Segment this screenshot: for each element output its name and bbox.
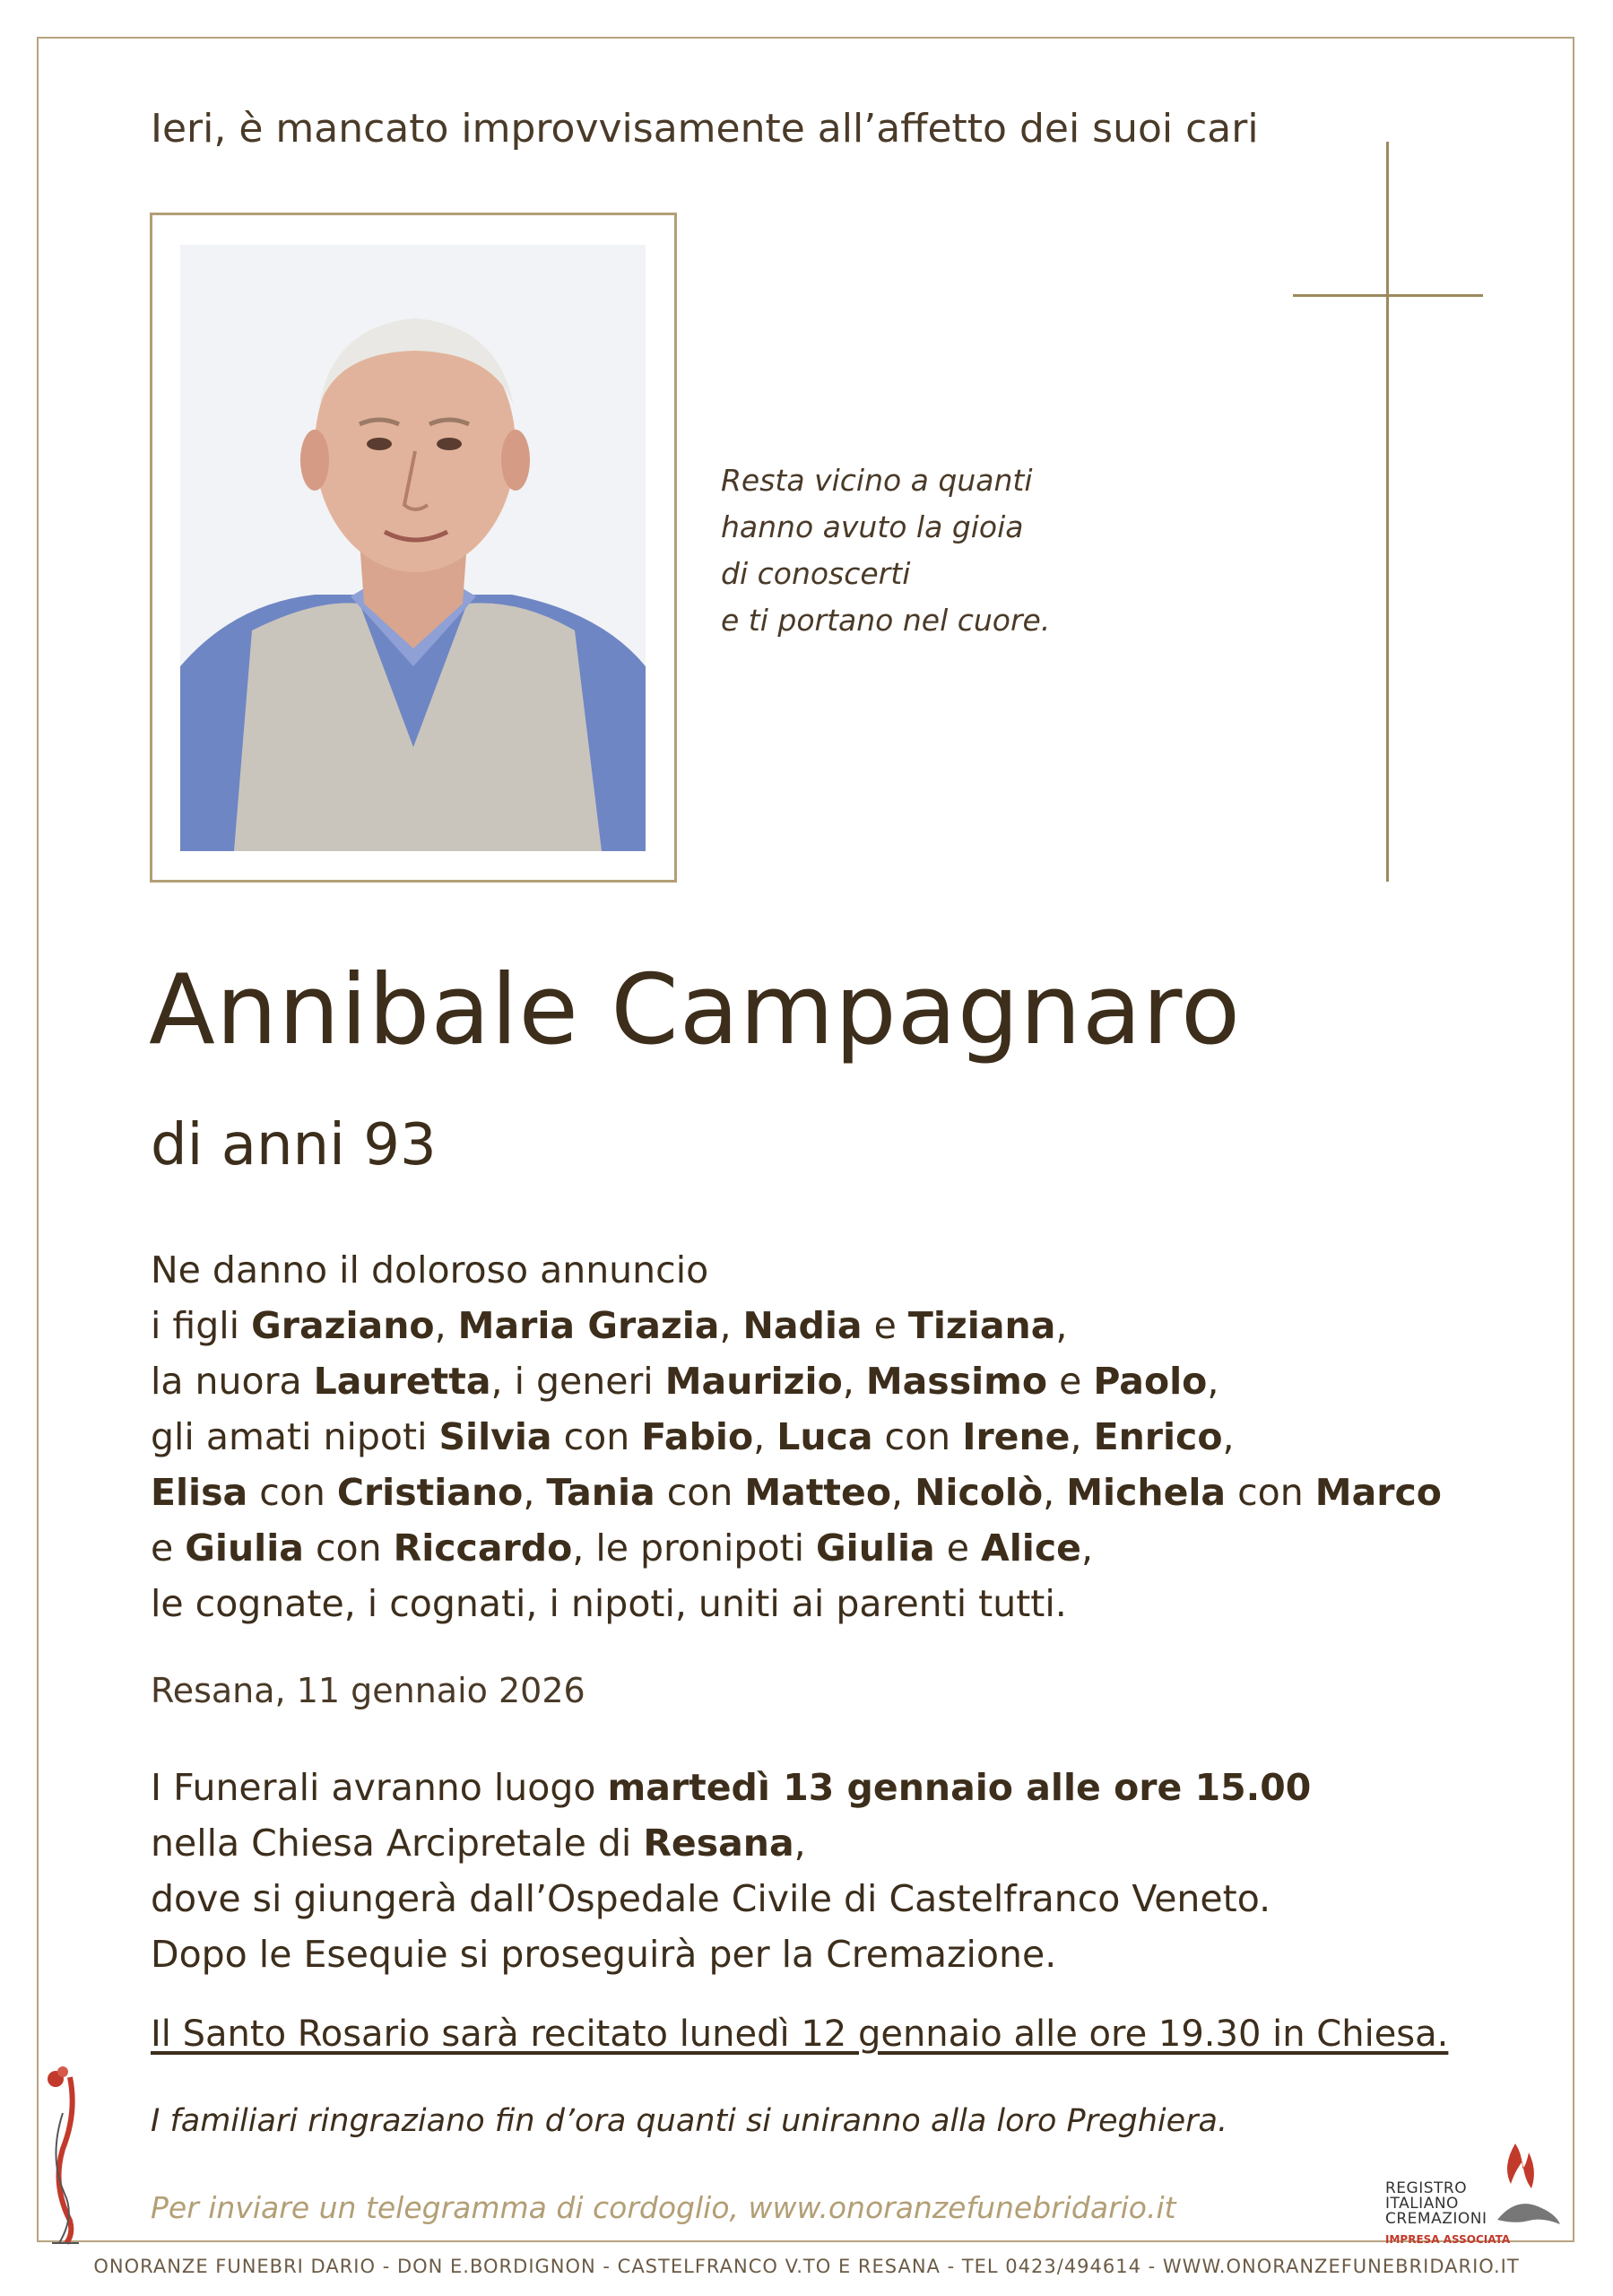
text-segment: , [434, 1304, 458, 1347]
name-highlight: Matteo [744, 1471, 891, 1514]
thanks-text: I familiari ringraziano fin d’ora quanti si uniranno alla loro Preghiera. [151, 2103, 1228, 2139]
logo-line: ITALIANO [1385, 2195, 1459, 2213]
text-segment: , [1080, 1526, 1093, 1570]
cross-vertical [1386, 142, 1389, 882]
text-segment: gli amati nipoti [151, 1415, 439, 1458]
name-highlight: Cristiano [336, 1471, 524, 1514]
text-segment: , le pronipoti [572, 1526, 817, 1570]
text-segment: la nuora [151, 1360, 314, 1403]
text-segment: , [793, 1822, 806, 1865]
text-segment: Ne danno il doloroso annuncio [151, 1248, 709, 1292]
name-highlight: martedì 13 gennaio alle ore 15.00 [607, 1766, 1312, 1809]
name-highlight: Marco [1314, 1471, 1442, 1514]
name-highlight: Riccardo [393, 1526, 573, 1570]
name-highlight: Maurizio [664, 1360, 843, 1403]
name-highlight: Silvia [438, 1415, 552, 1458]
deceased-age: di anni 93 [151, 1112, 437, 1178]
name-highlight: Irene [962, 1415, 1071, 1458]
announcement-line [151, 1520, 1442, 1576]
name-highlight: Michela [1066, 1471, 1227, 1514]
intro-text: Ieri, è mancato improvvisamente all’affetto dei suoi cari [151, 106, 1259, 152]
text-segment: , [1043, 1471, 1067, 1514]
announcement-line [151, 1409, 1442, 1465]
quote-line: Resta vicino a quanti [721, 463, 1033, 498]
name-highlight: Graziano [251, 1304, 435, 1347]
text-segment: , [753, 1415, 777, 1458]
text-segment: le cognate, i cognati, i nipoti, uniti ai parenti tutti. [151, 1582, 1067, 1625]
name-highlight: Nicolò [915, 1471, 1044, 1514]
portrait-frame [150, 213, 677, 883]
logo-line: REGISTRO [1385, 2179, 1468, 2197]
text-segment: con [551, 1415, 642, 1458]
text-segment: con [655, 1471, 745, 1514]
portrait-photo [180, 245, 646, 851]
announcement-line [151, 1465, 1442, 1520]
text-segment: I Funerali avranno luogo [151, 1766, 608, 1809]
announcement-block [151, 1242, 1442, 1631]
name-highlight: Enrico [1093, 1415, 1223, 1458]
name-highlight: Paolo [1093, 1360, 1208, 1403]
text-segment: , [719, 1304, 743, 1347]
text-segment: e [934, 1526, 981, 1570]
funeral-line [151, 1871, 1311, 1926]
logo-line: CREMAZIONI [1385, 2210, 1487, 2228]
text-segment: e [1047, 1360, 1094, 1403]
telegram-link[interactable]: Per inviare un telegramma di cordoglio, www.onoranzefunebridario.it [151, 2190, 1176, 2225]
quote-line: e ti portano nel cuore. [721, 603, 1051, 638]
text-segment: e [151, 1526, 186, 1570]
name-highlight: Fabio [641, 1415, 754, 1458]
rosary-notice: Il Santo Rosario sarà recitato lunedì 12 gennaio alle ore 19.30 in Chiesa. [151, 2013, 1449, 2055]
funeral-line [151, 1926, 1311, 1982]
rose-logo-icon [43, 2059, 88, 2248]
name-highlight: Tania [546, 1471, 655, 1514]
associated-company-label: IMPRESA ASSOCIATA [1385, 2233, 1511, 2246]
name-highlight: Giulia [816, 1526, 935, 1570]
text-segment: , [523, 1471, 547, 1514]
text-segment: con [303, 1526, 394, 1570]
text-segment: , i generi [490, 1360, 665, 1403]
text-segment: con [247, 1471, 337, 1514]
text-segment: e [862, 1304, 908, 1347]
name-highlight: Giulia [185, 1526, 304, 1570]
text-segment: i figli [151, 1304, 252, 1347]
footer-contact: ONORANZE FUNEBRI DARIO - DON E.BORDIGNON - CASTELFRANCO V.TO E RESANA - TEL 0423/494614 - WWW.ONORANZEFUNEBRIDARIO.IT [93, 2256, 1520, 2277]
announcement-line [151, 1298, 1442, 1353]
text-segment: , [1207, 1360, 1219, 1403]
funeral-line [151, 1760, 1311, 1815]
text-segment: , [842, 1360, 866, 1403]
name-highlight: Alice [981, 1526, 1081, 1570]
text-segment: , [891, 1471, 915, 1514]
text-segment: con [872, 1415, 963, 1458]
announcement-line [151, 1242, 1442, 1298]
text-segment: con [1226, 1471, 1315, 1514]
name-highlight: Massimo [865, 1360, 1048, 1403]
cross-horizontal [1293, 294, 1483, 297]
name-highlight: Luca [776, 1415, 873, 1458]
text-segment: , [1055, 1304, 1068, 1347]
quote-line: di conoscerti [721, 556, 911, 591]
quote-line: hanno avuto la gioia [721, 509, 1024, 544]
cremation-register-text [1385, 2181, 1487, 2227]
announcement-line [151, 1353, 1442, 1409]
name-highlight: Maria Grazia [457, 1304, 720, 1347]
announcement-line [151, 1576, 1442, 1631]
text-segment: , [1070, 1415, 1094, 1458]
funeral-details [151, 1760, 1311, 1982]
text-segment: nella Chiesa Arcipretale di [151, 1822, 644, 1865]
name-highlight: Tiziana [907, 1304, 1056, 1347]
funeral-line [151, 1815, 1311, 1871]
place-date: Resana, 11 gennaio 2026 [151, 1671, 585, 1710]
name-highlight: Resana [643, 1822, 794, 1865]
text-segment: Dopo le Esequie si proseguirà per la Cremazione. [151, 1933, 1057, 1976]
text-segment: dove si giungerà dall’Ospedale Civile di Castelfranco Veneto. [151, 1877, 1271, 1920]
text-segment: , [1222, 1415, 1235, 1458]
name-highlight: Nadia [742, 1304, 863, 1347]
name-highlight: Elisa [151, 1471, 248, 1514]
name-highlight: Lauretta [313, 1360, 491, 1403]
memorial-quote [721, 457, 1050, 644]
deceased-name: Annibale Campagnaro [149, 954, 1242, 1066]
